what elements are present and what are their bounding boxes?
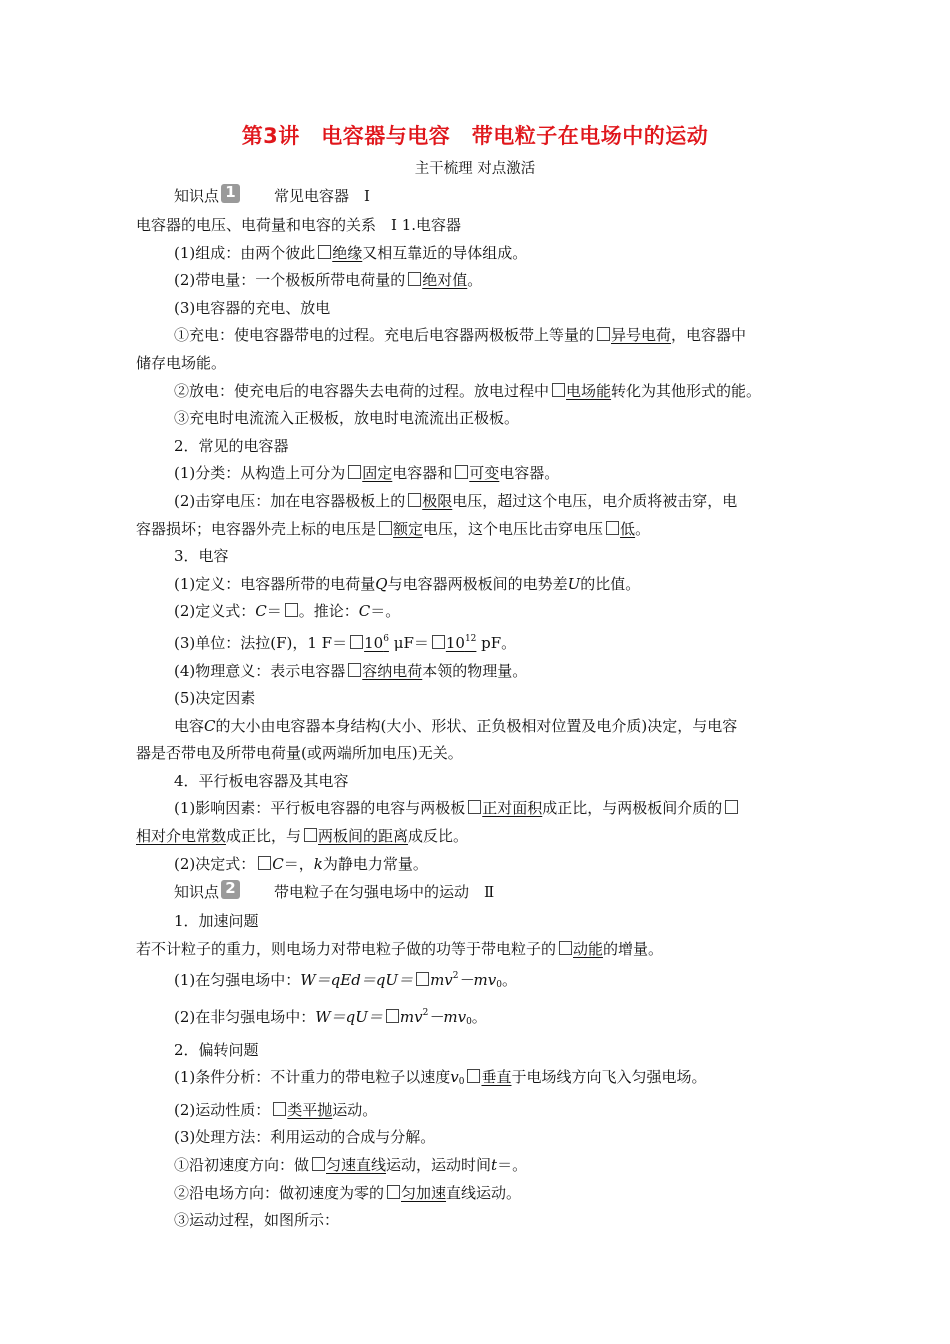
answer-text: 动能	[573, 939, 604, 958]
answer-box	[312, 1157, 325, 1171]
section-heading: 3．电容	[174, 547, 229, 566]
answer-text: 异号电荷	[611, 326, 672, 345]
text-line: 储存电场能。	[136, 353, 227, 372]
text-line: (4)物理意义：表示电容器 容纳电荷本领的物理量。	[174, 661, 528, 680]
answer-box	[379, 521, 392, 535]
text-line: (2)带电量：一个极板所带电荷量的 绝对值。	[174, 271, 483, 290]
answer-text: 两板间的距离	[318, 827, 409, 846]
text-line: ②沿电场方向：做初速度为零的 匀加速直线运动。	[174, 1183, 522, 1202]
knowledge-point-2-heading	[136, 878, 826, 908]
answer-text: 垂直	[481, 1068, 512, 1087]
text-line: 若不计粒子的重力，则电场力对带电粒子做的功等于带电粒子的 动能的增量。	[136, 939, 664, 958]
answer-box	[408, 272, 421, 286]
text-line: (1)在匀强电场中：$W=qEd=qU= mv^2-mv_0$。	[174, 971, 517, 991]
answer-box	[408, 493, 421, 507]
text-line: (3)处理方法：利用运动的合成与分解。	[174, 1128, 436, 1147]
answer-text: 低	[620, 519, 636, 538]
kp-name: 常见电容器 Ⅰ	[274, 187, 370, 206]
kp-name: 带电粒子在匀强电场中的运动 Ⅱ	[274, 883, 495, 902]
text-line: (2)定义式：C＝ 。推论：C＝。	[174, 602, 401, 621]
text-line: (2)在非匀强电场中：$W=qU= mv^2-mv_0$。	[174, 1008, 487, 1028]
answer-text: $10^{12}$	[445, 633, 477, 652]
answer-box	[258, 856, 271, 870]
page-subtitle: 主干梳理 对点激活	[414, 161, 536, 177]
text-line: 器是否带电及所带电荷量(或两端所加电压)无关。	[136, 744, 463, 763]
answer-box	[386, 1009, 399, 1023]
answer-text: 容纳电荷	[362, 661, 423, 680]
text-line: ②放电：使充电后的电容器失去电荷的过程。放电过程中 电场能转化为其他形式的能。	[174, 381, 762, 400]
document-body	[136, 182, 826, 1235]
kp-prefix: 知识点	[174, 187, 220, 206]
answer-box	[552, 383, 565, 397]
text-line: (1)组成：由两个彼此 绝缘又相互靠近的导体组成。	[174, 243, 528, 262]
text-line: (1)定义：电容器所带的电荷量Q与电容器两极板间的电势差U的比值。	[174, 574, 641, 593]
answer-box	[350, 635, 363, 649]
answer-text: 极限	[422, 491, 453, 510]
answer-box	[416, 972, 429, 986]
answer-box	[725, 800, 738, 814]
answer-text: 可变	[469, 464, 500, 483]
answer-box	[455, 465, 468, 479]
text-line: (1)分类：从构造上可分为 固定电容器和 可变电容器。	[174, 464, 560, 483]
text-line: ①充电：使电容器带电的过程。充电后电容器两极板带上等量的 异号电荷，电容器中	[174, 326, 747, 345]
answer-text: 绝对值	[422, 271, 468, 290]
text-line: 电容器的电压、电荷量和电容的关系 Ⅰ 1.电容器	[136, 216, 462, 234]
text-line: (5)决定因素	[174, 689, 256, 708]
text-line: ③运动过程，如图所示：	[174, 1211, 340, 1230]
text-line: (1)条件分析：不计重力的带电粒子以速度$v_0$ 垂直于电场线方向飞入匀强电场。	[174, 1068, 707, 1088]
answer-box	[285, 603, 298, 617]
text-line: (2)运动性质： 类平抛运动。	[174, 1100, 378, 1119]
answer-box	[468, 800, 481, 814]
answer-text: 匀加速	[401, 1183, 447, 1202]
answer-box	[387, 1185, 400, 1199]
kp-prefix: 知识点	[174, 883, 220, 902]
answer-box	[348, 465, 361, 479]
answer-box	[467, 1069, 480, 1083]
answer-box	[273, 1102, 286, 1116]
section-heading: 1．加速问题	[174, 912, 259, 931]
text-line: 容器损坏；电容器外壳上标的电压是 额定电压，这个电压比击穿电压 低。	[136, 519, 651, 538]
text-line: (2)决定式： C＝，k为静电力常量。	[174, 854, 428, 873]
text-line: (3)单位：法拉(F)，1 $F= 10^6$ $\mu F= 10^{12}$ pF。	[174, 633, 517, 652]
text-line: (1)影响因素：平行板电容器的电容与两极板 正对面积成正比，与两极板间介质的	[136, 795, 826, 823]
text-line: ①沿初速度方向：做 匀速直线运动，运动时间t＝。	[174, 1156, 528, 1174]
answer-box	[606, 521, 619, 535]
section-heading: 2．常见的电容器	[174, 436, 289, 455]
kp-number-badge: 1	[221, 184, 240, 203]
answer-text: $10^6$	[364, 633, 389, 652]
text-line: (2)击穿电压：加在电容器极板上的 极限电压，超过这个电压，电介质将被击穿，电	[174, 491, 738, 510]
text-line: ③充电时电流流入正极板，放电时电流流出正极板。	[174, 409, 520, 428]
kp-number-badge: 2	[221, 880, 240, 899]
answer-box	[559, 941, 572, 955]
text-line: 相对介电常数成正比，与 两板间的距离成反比。	[136, 827, 469, 846]
answer-box	[304, 828, 317, 842]
text-line: 电容C的大小由电容器本身结构(大小、形状、正负极相对位置及电介质)决定，与电容	[174, 716, 738, 735]
answer-box	[348, 663, 361, 677]
section-heading: 2．偏转问题	[174, 1040, 259, 1059]
section-heading: 4．平行板电容器及其电容	[174, 771, 349, 790]
text-line: (3)电容器的充电、放电	[174, 298, 331, 317]
answer-box	[432, 635, 445, 649]
answer-box	[597, 327, 610, 341]
knowledge-point-1-heading	[136, 182, 826, 212]
answer-text: 相对介电常数	[136, 827, 227, 846]
answer-text: 正对面积	[482, 799, 543, 818]
answer-text: 电场能	[566, 381, 612, 400]
answer-text: 额定	[393, 519, 424, 538]
answer-text: 绝缘	[332, 243, 363, 262]
answer-text: 固定	[362, 464, 393, 483]
answer-text: 类平抛	[287, 1100, 333, 1119]
answer-box	[318, 245, 331, 259]
answer-text: 匀速直线	[326, 1156, 387, 1174]
page-title: 第3讲 电容器与电容 带电粒子在电场中的运动	[241, 124, 709, 148]
